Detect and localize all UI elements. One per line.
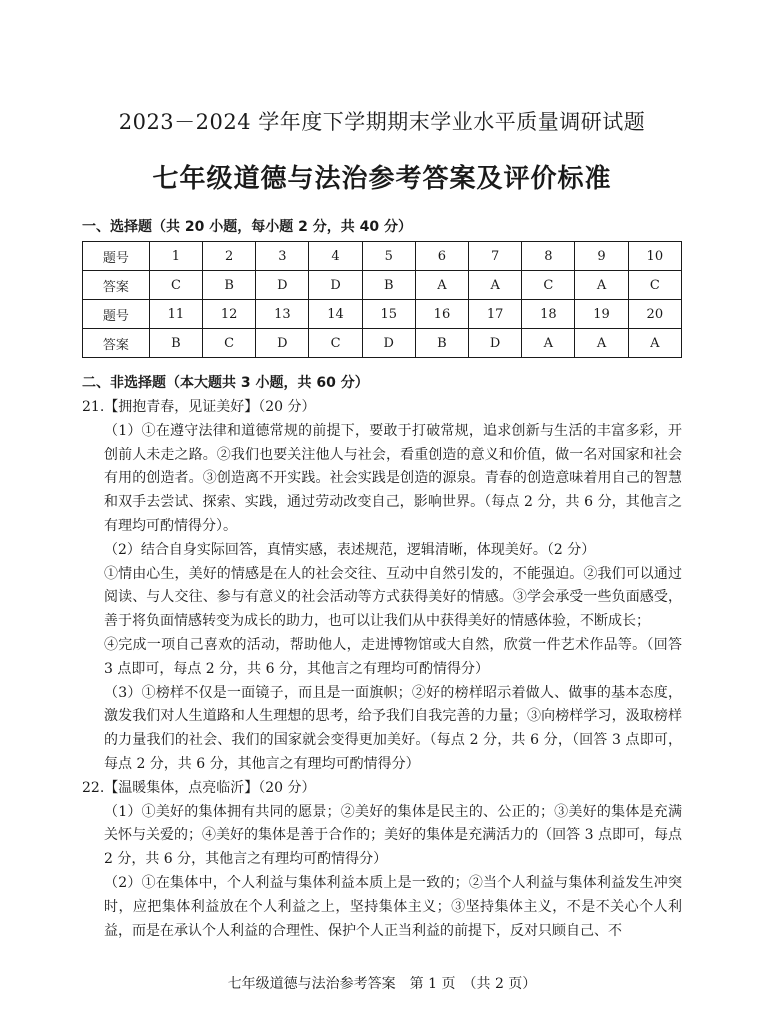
table-cell: B [149,329,202,358]
table-cell: D [256,329,309,358]
table-cell: B [203,271,256,300]
table-cell: 16 [415,300,468,329]
table-cell: 17 [469,300,522,329]
table-cell: C [149,271,202,300]
question-21-title: 21.【拥抱青春，见证美好】（20 分） [82,399,316,415]
table-cell: B [362,271,415,300]
table-cell: A [575,329,628,358]
table-cell: A [575,271,628,300]
page-footer: 七年级道德与法治参考答案 第 1 页 （共 2 页） [227,976,537,992]
table-cell: 18 [522,300,575,329]
table-cell: 9 [575,242,628,271]
row-label: 答案 [83,271,150,300]
table-cell: 6 [415,242,468,271]
table-cell: A [415,271,468,300]
table-cell: A [628,329,681,358]
q21-part2: （2）结合自身实际回答，真情实感，表述规范，逻辑清晰，体现美好。（2 分） [104,541,596,558]
q21-part3: （3）①榜样不仅是一面镜子，而且是一面旗帜；②好的榜样昭示着做人、做事的基本态度，激发我们对人生道路和人生理想的思考，给予我们自我完善的力量；③向榜样学习，汲取榜样的力量我们的社会、我们的国家就会变得更加美好。（每点 2 分，共 6 分，（回答 3 点即可，每点 2 分，共 6 分，其他言之有理均可酌情得分） [104,684,682,772]
table-cell: C [522,271,575,300]
table-cell: 20 [628,300,681,329]
table-row [83,300,682,329]
table-row [83,242,682,271]
table-cell: 5 [362,242,415,271]
table-cell: B [415,329,468,358]
table-cell: 14 [309,300,362,329]
q21-part2-points: ①情由心生，美好的情感是在人的社会交往、互动中自然引发的，不能强迫。②我们可以通过阅读、与人交往、参与有意义的社会活动等方式获得美好的情感。③学会承受一些负面感受，善于将负面情感转变为成长的助力，也可以让我们从中获得美好的情感体验，不断成长； [104,565,682,630]
table-cell: 10 [628,242,681,271]
section-2-heading: 二、非选择题（本大题共 3 小题，共 60 分） [82,375,369,391]
table-row [83,329,682,358]
q22-part1: （1）①美好的集体拥有共同的愿景；②美好的集体是民主的、公正的；③美好的集体是充满关怀与关爱的；④美好的集体是善于合作的；美好的集体是充满活力的（回答 3 点即可，每点 2 分，共 6 分，其他言之有理均可酌情得分） [104,803,682,868]
table-cell: 2 [203,242,256,271]
row-label: 题号 [83,242,150,271]
q21-part1: （1）①在遵守法律和道德常规的前提下，要敢于打破常规，追求创新与生活的丰富多彩，开创前人未走之路。②我们也要关注他人与社会，看重创造的意义和价值，做一名对国家和社会有用的创造者。③创造离不开实践。社会实践是创造的源泉。青春的创造意味着用自己的智慧和双手去尝试、探索、实践，通过劳动改变自己，影响世界。（每点 2 分，共 6 分，其他言之有理均可酌情得分）。 [104,422,682,534]
table-cell: 4 [309,242,362,271]
table-cell: 8 [522,242,575,271]
answer-body [82,396,682,943]
section-1-heading: 一、选择题（共 20 小题，每小题 2 分，共 40 分） [82,219,412,235]
question-22-title: 22.【温暖集体，点亮临沂】（20 分） [82,779,316,796]
table-cell: A [522,329,575,358]
table-cell: 19 [575,300,628,329]
table-cell: C [628,271,681,300]
answer-table [82,241,682,358]
document-subtitle: 七年级道德与法治参考答案及评价标准 [152,164,612,194]
table-cell: D [256,271,309,300]
table-cell: 15 [362,300,415,329]
table-cell: D [362,329,415,358]
table-cell: D [469,329,522,358]
table-cell: A [469,271,522,300]
exam-title: 2023－2024 学年度下学期期末学业水平质量调研试题 [118,110,646,134]
row-label: 答案 [83,329,150,358]
table-cell: 11 [149,300,202,329]
table-cell: 1 [149,242,202,271]
q21-part2-point4: ④完成一项自己喜欢的活动，帮助他人，走进博物馆或大自然，欣赏一件艺术作品等。（回答 3 点即可，每点 2 分，共 6 分，其他言之有理均可酌情得分） [104,636,682,677]
table-cell: 12 [203,300,256,329]
table-cell: C [309,329,362,358]
q22-part2: （2）①在集体中，个人利益与集体利益本质上是一致的；②当个人利益与集体利益发生冲突时，应把集体利益放在个人利益之上，坚持集体主义；③坚持集体主义，不是不关心个人利益，而是在承认个人利益的合理性、保护个人正当利益的前提下，反对只顾自己、不 [104,874,682,939]
table-cell: 13 [256,300,309,329]
table-cell: 3 [256,242,309,271]
table-cell: D [309,271,362,300]
table-cell: C [203,329,256,358]
table-row [83,271,682,300]
row-label: 题号 [83,300,150,329]
table-cell: 7 [469,242,522,271]
